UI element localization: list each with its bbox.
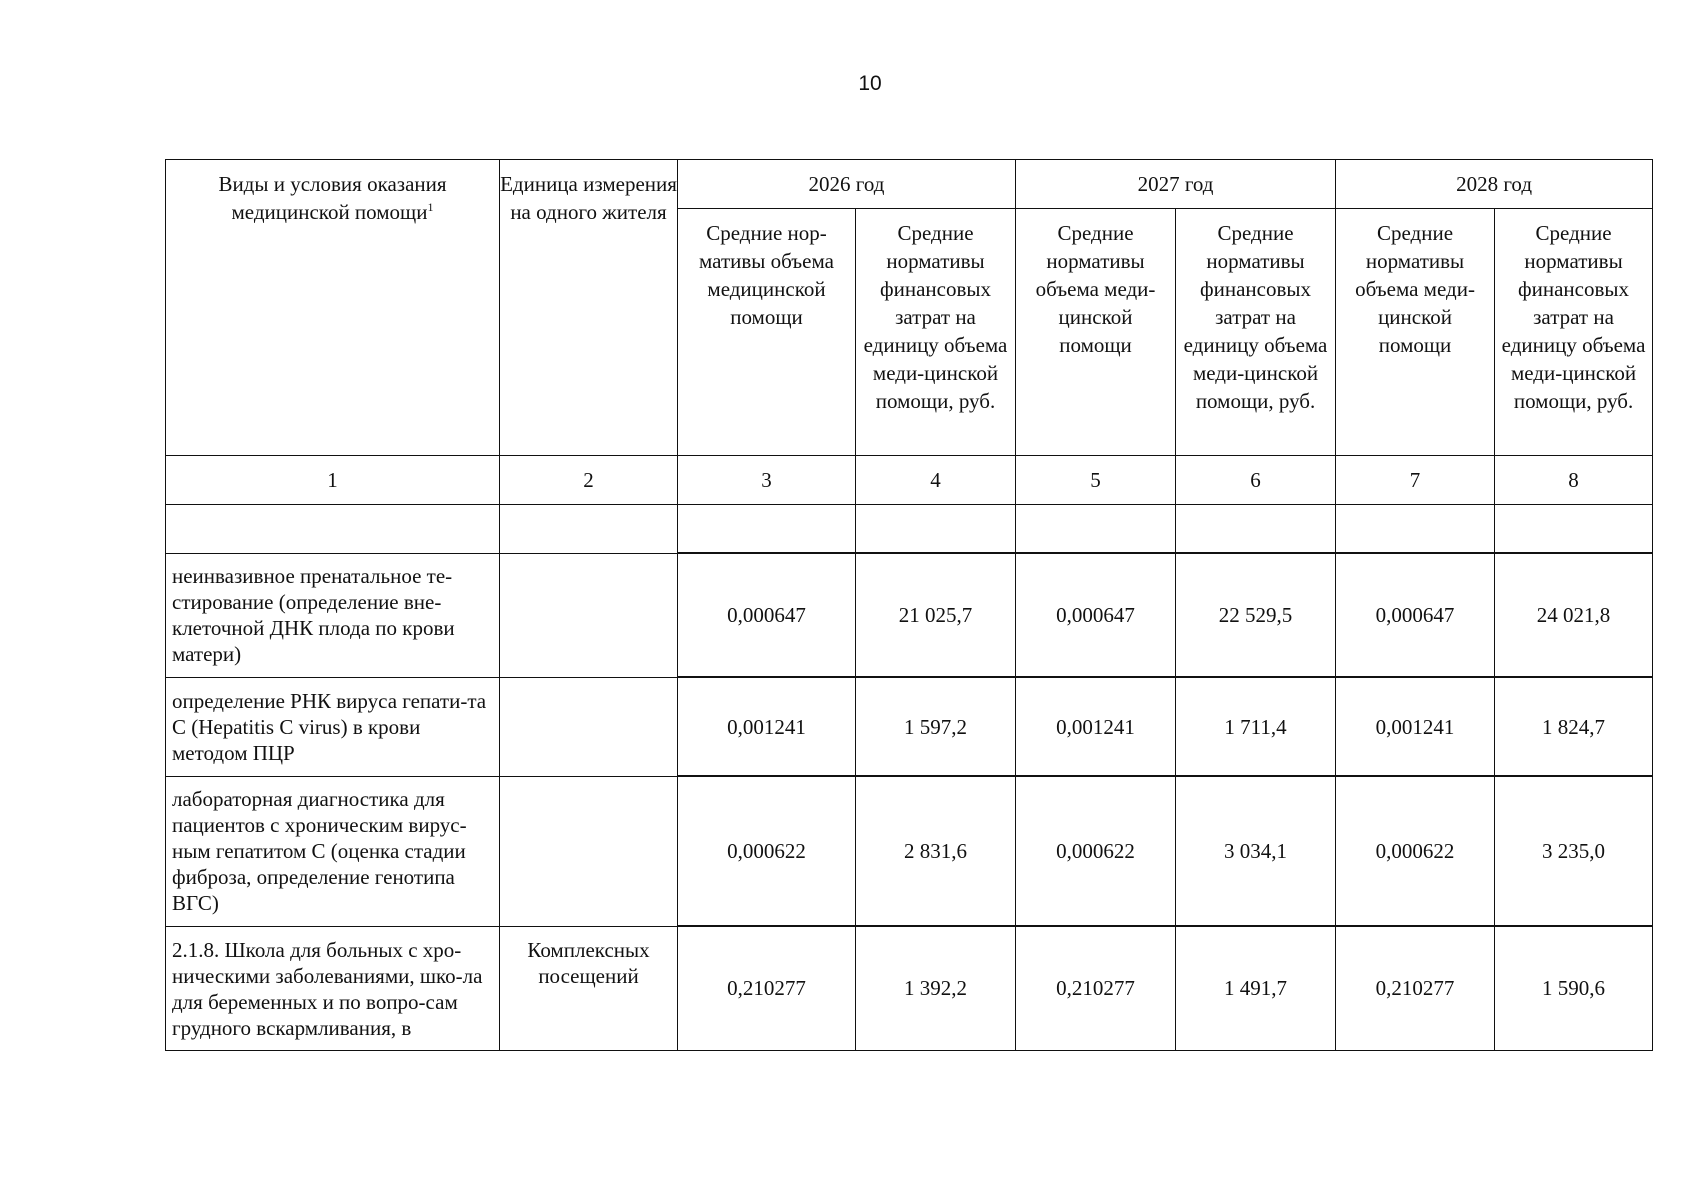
header-volume-2028: Средние нормативы объема меди-цинской помощи (1336, 209, 1495, 456)
value-cell: 0,210277 (1016, 926, 1176, 1050)
value-cell: 3 235,0 (1495, 776, 1653, 926)
value-cell: 0,210277 (1336, 926, 1495, 1050)
column-number: 7 (1336, 456, 1495, 505)
column-numbers-row (166, 456, 1653, 505)
value-cell: 1 711,4 (1176, 677, 1336, 776)
row-label: лабораторная диагностика для пациентов с хроническим вирус-ным гепатитом С (оценка стадии фиброза, определение генотипа ВГС) (166, 776, 500, 926)
empty-cell (1176, 505, 1336, 554)
value-cell: 24 021,8 (1495, 553, 1653, 677)
empty-cell (856, 505, 1016, 554)
row-unit (500, 553, 678, 677)
header-volume-2026: Средние нор-мативы объема медицинской помощи (678, 209, 856, 456)
row-label: 2.1.8. Школа для больных с хро-ническими заболеваниями, шко-ла для беременных и по вопро-сам грудного вскармливания, в (166, 926, 500, 1050)
value-cell: 1 590,6 (1495, 926, 1653, 1050)
value-cell: 0,000622 (1016, 776, 1176, 926)
header-cost-2027: Средние нормативы финансовых затрат на единицу объема меди-цинской помощи, руб. (1176, 209, 1336, 456)
value-cell: 1 392,2 (856, 926, 1016, 1050)
header-cost-2028: Средние нормативы финансовых затрат на единицу объема меди-цинской помощи, руб. (1495, 209, 1653, 456)
page-number: 10 (858, 72, 882, 95)
header-volume-2027: Средние нормативы объема меди-цинской помощи (1016, 209, 1176, 456)
column-number: 1 (166, 456, 500, 505)
header-unit: Единица измерения на одного жителя (500, 160, 678, 456)
header-kinds-of-care-text: Виды и условия оказания медицинской помощи (218, 172, 447, 224)
norms-table (165, 159, 1653, 1051)
empty-cell (1495, 505, 1653, 554)
value-cell: 0,000622 (1336, 776, 1495, 926)
value-cell: 2 831,6 (856, 776, 1016, 926)
empty-cell (1016, 505, 1176, 554)
column-number: 4 (856, 456, 1016, 505)
value-cell: 1 824,7 (1495, 677, 1653, 776)
column-number: 2 (500, 456, 678, 505)
value-cell: 21 025,7 (856, 553, 1016, 677)
value-cell: 0,000647 (1336, 553, 1495, 677)
header-year-2026: 2026 год (678, 160, 1016, 209)
value-cell: 1 491,7 (1176, 926, 1336, 1050)
header-year-2028: 2028 год (1336, 160, 1653, 209)
header-kinds-of-care (166, 160, 500, 456)
header-year-2027: 2027 год (1016, 160, 1336, 209)
value-cell: 1 597,2 (856, 677, 1016, 776)
row-label: неинвазивное пренатальное те-стирование (определение вне-клеточной ДНК плода по крови матери) (166, 553, 500, 677)
column-number: 5 (1016, 456, 1176, 505)
table-row (166, 776, 1653, 926)
empty-cell (500, 505, 678, 554)
empty-row (166, 505, 1653, 554)
table-row (166, 926, 1653, 1050)
value-cell: 0,000647 (678, 553, 856, 677)
header-cost-2026: Средние нормативы финансовых затрат на единицу объема меди-цинской помощи, руб. (856, 209, 1016, 456)
value-cell: 3 034,1 (1176, 776, 1336, 926)
column-number: 6 (1176, 456, 1336, 505)
row-unit (500, 677, 678, 776)
table-row (166, 677, 1653, 776)
empty-cell (166, 505, 500, 554)
header-row-years (166, 160, 1653, 209)
value-cell: 0,001241 (1016, 677, 1176, 776)
value-cell: 0,210277 (678, 926, 856, 1050)
empty-cell (678, 505, 856, 554)
value-cell: 0,000622 (678, 776, 856, 926)
row-unit: Комплексных посещений (500, 926, 678, 1050)
row-unit (500, 776, 678, 926)
value-cell: 0,001241 (1336, 677, 1495, 776)
table-row (166, 553, 1653, 677)
value-cell: 0,000647 (1016, 553, 1176, 677)
column-number: 3 (678, 456, 856, 505)
column-number: 8 (1495, 456, 1653, 505)
row-label: определение РНК вируса гепати-та С (Hepatitis C virus) в крови методом ПЦР (166, 677, 500, 776)
value-cell: 22 529,5 (1176, 553, 1336, 677)
empty-cell (1336, 505, 1495, 554)
value-cell: 0,001241 (678, 677, 856, 776)
footnote-mark: 1 (427, 200, 434, 214)
